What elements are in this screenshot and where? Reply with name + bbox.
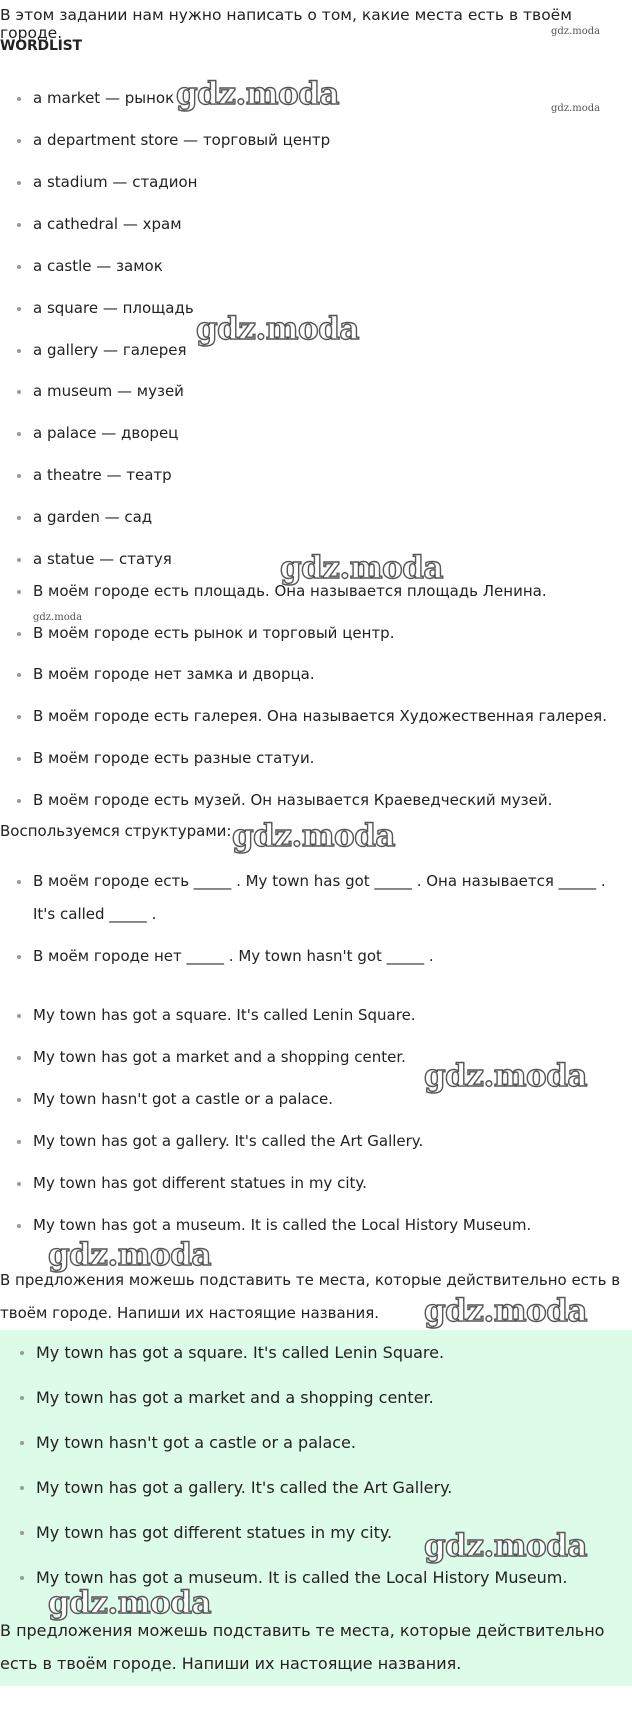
watermark: gdz.moda: [48, 1237, 211, 1273]
wordlist-item: a palace — дворец: [33, 417, 623, 450]
wordlist-item: a cathedral — храм: [33, 208, 623, 241]
russian-sentence: В моём городе есть галерея. Она называется Художественная галерея.: [33, 700, 623, 733]
answer-sentence: My town has got a gallery. It's called the Art Gallery.: [36, 1471, 626, 1504]
russian-sentence: В моём городе есть разные статуи.: [33, 742, 623, 775]
wordlist-item: a castle — замок: [33, 250, 623, 283]
structure-item: В моём городе есть _____ . My town has got _____ . Она называется _____ . It's called _____ .: [33, 865, 623, 931]
answer-sentence: My town has got a museum. It is called the Local History Museum.: [36, 1561, 626, 1594]
answer-sentence: My town has got a market and a shopping center.: [36, 1381, 626, 1414]
answer-sentence: My town has got a square. It's called Lenin Square.: [36, 1336, 626, 1369]
english-sentence: My town hasn't got a castle or a palace.: [33, 1083, 623, 1116]
wordlist-item: a museum — музей: [33, 375, 623, 408]
watermark-small: gdz.moda: [551, 103, 601, 114]
wordlist-item: a square — площадь: [33, 292, 623, 325]
watermark: gdz.moda: [424, 1293, 587, 1329]
russian-sentence: В моём городе есть рынок и торговый центр.: [33, 617, 623, 650]
english-sentence: My town has got a market and a shopping center.: [33, 1041, 623, 1074]
answer-sentence: My town has got different statues in my city.: [36, 1516, 626, 1549]
watermark: gdz.moda: [424, 1528, 587, 1564]
watermark: gdz.moda: [176, 76, 339, 112]
watermark-small: gdz.moda: [33, 612, 83, 623]
wordlist-item: a market — рынок: [33, 82, 623, 115]
answer-hint-text: В предложения можешь подставить те места, которые действительно есть в твоём городе. Напиши их настоящие названия.: [0, 1621, 605, 1673]
wordlist-item: a stadium — стадион: [33, 166, 623, 199]
wordlist-item: a department store — торговый центр: [33, 124, 623, 157]
answer-sentence: My town hasn't got a castle or a palace.: [36, 1426, 626, 1459]
english-sentence: My town has got different statues in my city.: [33, 1167, 623, 1200]
watermark: gdz.moda: [196, 311, 359, 347]
wordlist-item: a theatre — театр: [33, 459, 623, 492]
hint-text: В предложения можешь подставить те места, которые действительно есть в твоём городе. Напиши их настоящие названия.: [0, 1271, 621, 1322]
watermark: gdz.moda: [280, 550, 443, 586]
intro-text: В этом задании нам нужно написать о том, какие места есть в твоём городе.: [0, 6, 572, 42]
watermark: gdz.moda: [48, 1585, 211, 1621]
watermark: gdz.moda: [232, 818, 395, 854]
english-sentence: My town has got a gallery. It's called the Art Gallery.: [33, 1125, 623, 1158]
wordlist-heading: WORDLIST: [0, 38, 82, 54]
structure-item: В моём городе нет _____ . My town hasn't got _____ .: [33, 940, 623, 973]
watermark: gdz.moda: [424, 1058, 587, 1094]
wordlist-item: a garden — сад: [33, 501, 623, 534]
wordlist-item: a statue — статуя: [33, 543, 623, 576]
english-sentence: My town has got a museum. It is called the Local History Museum.: [33, 1209, 623, 1242]
watermark-small: gdz.moda: [551, 26, 601, 37]
russian-sentence: В моём городе есть музей. Он называется Краеведческий музей.: [33, 784, 623, 817]
structures-label: Воспользуемся структурами:: [0, 822, 232, 840]
wordlist-item: a gallery — галерея: [33, 334, 623, 367]
english-sentence: My town has got a square. It's called Lenin Square.: [33, 999, 623, 1032]
answer-box: [0, 1330, 632, 1686]
russian-sentence: В моём городе есть площадь. Она называется площадь Ленина.: [33, 575, 623, 608]
russian-sentence: В моём городе нет замка и дворца.: [33, 658, 623, 691]
